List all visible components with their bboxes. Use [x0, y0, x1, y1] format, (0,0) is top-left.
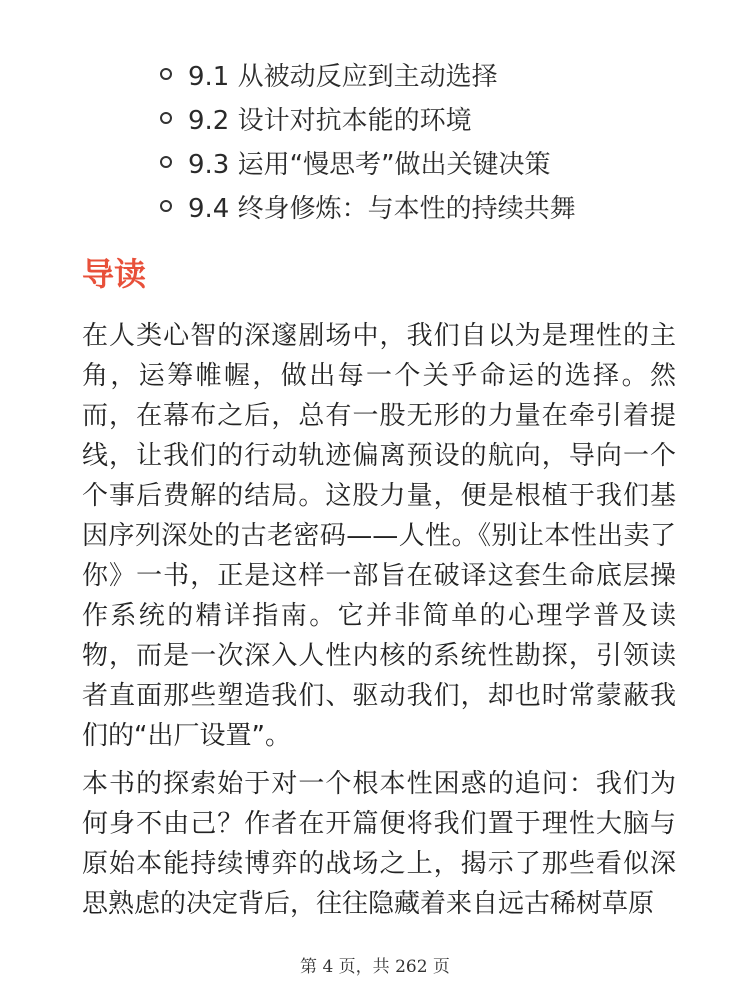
toc-item[interactable]	[160, 140, 576, 184]
toc-item[interactable]	[160, 184, 576, 228]
toc-item[interactable]	[160, 96, 576, 140]
toc-item-label: 9.4 终身修炼：与本性的持续共舞	[188, 193, 576, 224]
hollow-circle-bullet-icon	[160, 68, 172, 80]
toc-item-label: 9.1 从被动反应到主动选择	[188, 61, 498, 92]
body-paragraph: 本书的探索始于对一个根本性困惑的追问：我们为何身不由己？作者在开篇便将我们置于理性大脑与原始本能持续博弈的战场之上，揭示了那些看似深思熟虑的决定背后，往往隐藏着来自远古稀树草原	[82, 769, 676, 919]
toc-item-label: 9.2 设计对抗本能的环境	[188, 105, 472, 136]
section-heading: 导读	[82, 255, 147, 293]
hollow-circle-bullet-icon	[160, 112, 172, 124]
page-number-footer: 第 4 页，共 262 页	[300, 957, 450, 977]
hollow-circle-bullet-icon	[160, 156, 172, 168]
toc-item-label: 9.3 运用“慢思考”做出关键决策	[188, 149, 551, 180]
body-paragraph: 在人类心智的深邃剧场中，我们自以为是理性的主角，运筹帷幄，做出每一个关乎命运的选择。然而，在幕布之后，总有一股无形的力量在牵引着提线，让我们的行动轨迹偏离预设的航向，导向一个个事后费解的结局。这股力量，便是根植于我们基因序列深处的古老密码——人性。《别让本性出卖了你》一书，正是这样一部旨在破译这套生命底层操作系统的精详指南。它并非简单的心理学普及读物，而是一次深入人性内核的系统性勘探，引领读者直面那些塑造我们、驱动我们，却也时常蒙蔽我们的“出厂设置”。	[82, 321, 676, 751]
toc-list	[160, 52, 576, 228]
hollow-circle-bullet-icon	[160, 200, 172, 212]
toc-item[interactable]	[160, 52, 576, 96]
